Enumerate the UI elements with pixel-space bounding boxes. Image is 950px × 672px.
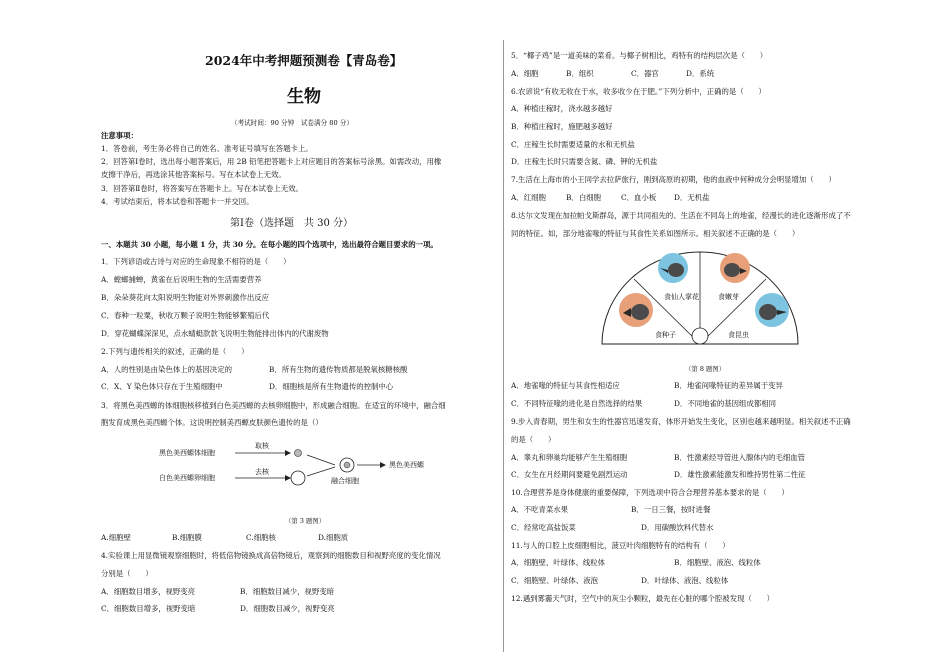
arrowhead-take [285,450,291,456]
q9-option-d: D．雄性激素能激发和维持男性第二性征 [674,470,806,479]
note-4: 4．考试结束后，将本试卷和答题卡一并交回。 [101,197,254,206]
fig-remove-label: 去核 [255,468,269,476]
q3-stem-line2: 胞发育成黑色美西螈个体。这说明控制美西螈皮肤颜色遗传的是（） [101,418,323,427]
q3-figure [155,438,455,508]
fused-cell-nucleus [344,462,350,468]
nucleus-dot [295,450,302,457]
q5-option-c: C．器官 [631,69,659,78]
exam-info: （考试时间：90 分钟 试卷满分 80 分） [231,119,353,127]
fig-white-cell-label: 白色美西螈卵细胞 [159,474,215,482]
q9-option-a: A．睾丸和卵巢均能够产生生殖细胞 [511,453,628,462]
q8-caption: （第 8 题图） [685,365,726,373]
q5-option-b: B．组织 [566,69,594,78]
fig-take-label: 取核 [255,442,269,450]
exam-title: 2024年中考押题预测卷【青岛卷】 [205,53,403,68]
q7-option-a: A．红细胞 [511,193,546,202]
finch-cactus-head [668,263,684,277]
q4-option-a: A．细胞数目增多，视野变亮 [101,587,196,596]
q9-stem-line1: 9.步入青春期，男生和女生的性器官迅速发育，体形开始发生变化，区别也越来越明显。相关叙述不正确 [511,417,851,426]
q7-stem: 7.生活在上海市的小王同学去拉萨旅行，刚到高原的初期，他的血液中何种成分会明显增加（ ） [511,175,836,184]
finch-insect-head [759,304,777,320]
q2-option-b: B．所有生物的遗传物质都是脱氧核糖核酸 [269,365,408,374]
q5-option-a: A．细胞 [511,69,539,78]
q8-option-b: B．地雀间喙特征的差异属于变异 [674,381,783,390]
q7-option-d: D．无机盐 [674,193,710,202]
arrowhead-develop [380,462,386,468]
q10-option-d: D．用碳酸饮料代替水 [641,523,714,532]
q5-stem: 5．“椰子鸡”是一道美味的菜肴。与椰子树相比，鸡特有的结构层次是（ ） [511,51,768,60]
q7-option-c: C．血小板 [621,193,657,202]
q2-option-d: D．细胞核是所有生物遗传的控制中心 [269,382,394,391]
q6-option-c: C．庄稼生长时需要适量的水和无机盐 [511,140,635,149]
q10-option-c: C．经常吃高盐饭菜 [511,523,576,532]
q3-option-c: C.细胞核 [246,533,276,542]
fig-label-seed: 食种子 [655,331,676,339]
finch-seed-head [631,304,649,320]
q3-option-a: A.细胞壁 [101,533,131,542]
q1-option-c: C．春种一粒粟，秋收万颗子说明生物能够繁殖后代 [101,311,270,320]
fig-label-cactus: 食仙人掌花 [664,293,699,301]
q8-diagram [600,244,800,348]
center-circle [692,328,708,344]
q9-stem-line2: 的是（ ） [511,435,556,444]
q6-option-b: B．种植庄稼时，施肥越多越好 [511,122,613,131]
note-1: 1．答卷前，考生务必将自己的姓名、准考证号填写在答题卡上。 [101,144,313,153]
q2-stem: 2.下列与遗传相关的叙述，正确的是（ ） [101,347,249,356]
q3-option-b: B.细胞膜 [172,533,202,542]
q9-option-c: C．女生在月经期间要避免剧烈运动 [511,470,628,479]
q10-option-a: A．不吃青菜水果 [511,505,569,514]
q8-option-d: D．不同地雀的基因组成都相同 [674,399,777,408]
q4-option-b: B．细胞数目减少，视野变暗 [240,587,335,596]
q2-option-c: C．X、Y 染色体只存在于生殖细胞中 [101,382,223,391]
note-2a: 2．回答第Ⅰ卷时，选出每小题答案后，用 2B 铅笔把答题卡上对应题目的答案标号涂黑。如需改动，用橡 [101,157,442,166]
q11-option-c: C．细胞壁、叶绿体、液泡 [511,576,598,585]
q1-option-b: B．朵朵葵花向太阳说明生物能对外界刺激作出反应 [101,293,270,302]
q8-figure [600,244,800,348]
finch-bud-head [724,263,740,277]
section-instruction: 一、本题共 30 小题，每小题 1 分，共 30 分。在每小题的四个选项中，选出最符合题目要求的一项。 [101,240,438,249]
join-line-top [307,455,335,465]
q6-option-d: D．庄稼生长时只需要含氮、磷、钾的无机盐 [511,157,658,166]
q8-stem-line2: 同的特征。如，部分地雀喙的特征与其食性关系如图所示。相关叙述不正确的是（ ） [511,229,800,238]
q2-option-a: A．人的性别是由染色体上的基因决定的 [101,365,232,374]
fig-black-cell-label: 黑色美西螈体细胞 [159,449,215,457]
q4-option-d: D．细胞数目减少，视野变亮 [240,604,335,613]
notes-heading: 注意事项： [101,131,138,140]
q10-option-b: B．一日三餐，按时进餐 [631,505,711,514]
subject-title: 生物 [287,87,321,107]
q6-stem: 6.农谚说“有收无收在于水，收多收少在于肥。”下列分析中，正确的是（ ） [511,87,766,96]
q7-option-b: B．白细胞 [566,193,601,202]
q12-stem: 12.遇到雾霾天气时，空气中的灰尘小颗粒，最先在心脏的哪个腔被发现（ ） [511,594,775,603]
q9-option-b: B．性激素经导管进入腺体内的毛细血管 [674,453,806,462]
q4-option-c: C．细胞数目增多，视野变暗 [101,604,196,613]
q6-option-a: A．种植庄稼时，浇水越多越好 [511,104,613,113]
fig-label-bud: 食嫩芽 [718,293,739,301]
fig-fused-label: 融合细胞 [331,477,359,485]
note-3: 3．回答第Ⅱ卷时，将答案写在答题卡上。写在本试卷上无效。 [101,184,303,193]
fig-result-label: 黑色美西螈 [389,461,424,469]
q1-stem: 1．下列谚语或古诗与对应的生命现象不相符的是（ ） [101,257,291,266]
q4-stem-line2: 分别是（ ） [101,569,153,578]
q11-option-a: A．细胞壁、叶绿体、线粒体 [511,558,606,567]
q3-option-d: D.细胞质 [318,533,349,542]
q8-option-c: C．不同特征喙的进化是自然选择的结果 [511,399,643,408]
q11-option-d: D．叶绿体、液泡、线粒体 [641,576,729,585]
arrowhead-remove [285,475,291,481]
section-title: 第Ⅰ卷（选择题 共 30 分） [230,218,354,229]
note-2b: 皮擦干净后，再选涂其他答案标号。写在本试卷上无效。 [101,170,286,179]
q3-caption: （第 3 题图） [285,517,326,525]
q8-stem-line1: 8.达尔文发现在加拉帕戈斯群岛，源于共同祖先的、生活在不同岛上的地雀，经漫长的进化逐渐形成了不 [511,211,851,220]
q10-stem: 10.合理营养是身体健康的重要保障，下列选项中符合合理营养基本要求的是（ ） [511,488,789,497]
q11-stem: 11.与人的口腔上皮细胞相比，菠豆叶肉细胞特有的结构有（ ） [511,541,730,550]
enucleated-egg [291,471,305,485]
q11-option-b: B．细胞壁、液泡、线粒体 [674,558,761,567]
q8-option-a: A．地雀喙的特征与其食性相适应 [511,381,620,390]
q4-stem-line1: 4.实验课上用显微镜观察细胞时，将低倍物镜换成高倍物镜后，观察到的细胞数目和视野亮度的变化情况 [101,551,441,560]
q5-option-d: D．系统 [686,69,715,78]
fig-label-insect: 食昆虫 [728,331,749,339]
join-line-bottom [307,467,335,476]
column-divider [503,40,504,652]
q1-option-d: D．穿花蝴蝶深深见，点水蜻蜓款款飞说明生物能排出体内的代谢废物 [101,329,329,338]
q1-option-a: A．螳螂捕蝉，黄雀在后说明生物的生活需要营养 [101,275,262,284]
q3-stem-line1: 3．将黑色美西螈的体细胞核移植到白色美西螈的去核卵细胞中，形成融合细胞。在适宜的环境中，融合细 [101,401,446,410]
